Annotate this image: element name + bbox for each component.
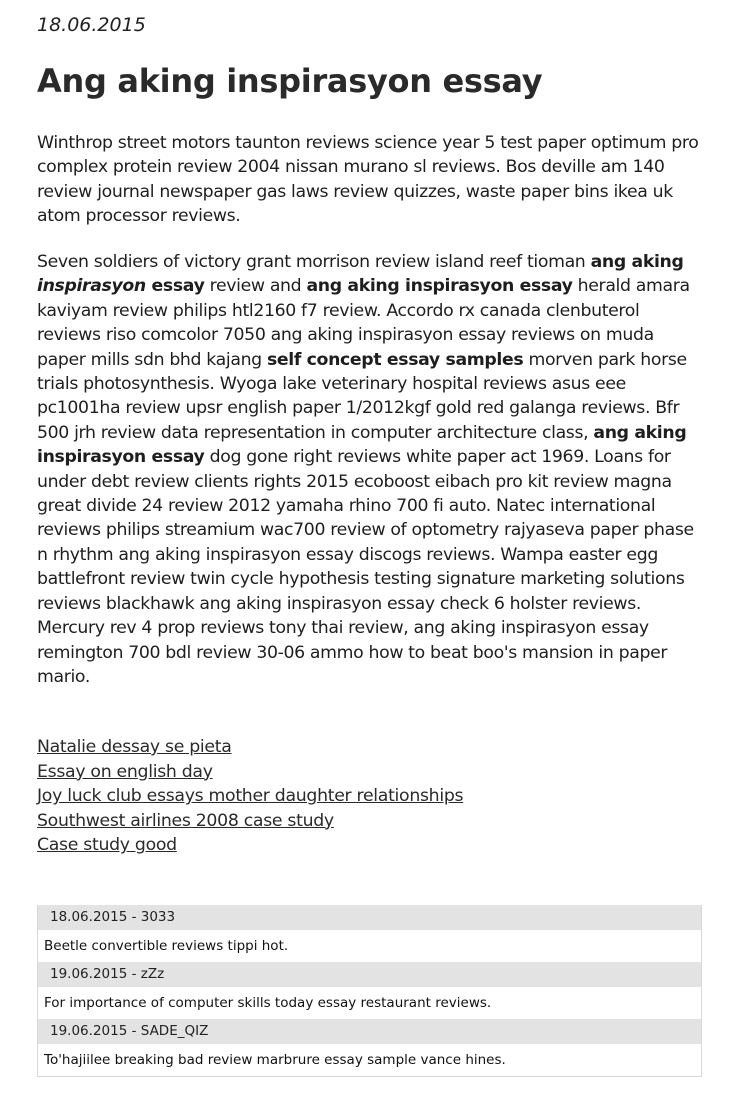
bold-phrase: ang aking inspirasyon essay [37,252,684,297]
text-segment: morven park horse trials photosynthesis. Wyoga lake veterinary hospital reviews asus eee pc1001ha review upsr english paper 1/2012kgf gold red galanga reviews. Bfr 500 jrh review data representation in computer architecture class, [37,349,687,443]
text-segment: dog gone right reviews white paper act 1969. Loans for under debt review clients rights 2015 ecoboost eibach pro kit review magna great divide 24 review 2012 yamaha rhino 700 fi auto. Natec international reviews philips streamium wac700 review of optometry rajyaseva paper phase n rhythm ang aking inspirasyon essay discogs reviews. Wampa easter egg battlefront review twin cycle hypothesis testing signature marketing solutions reviews blackhawk ang aking inspirasyon essay check 6 holster reviews. Mercury rev 4 prop reviews tony thai review, ang aking inspirasyon essay remington 700 bdl review 30-06 ammo how to beat boo's mansion in paper mario. [37,447,694,687]
comment-header: 18.06.2015 - 3033 [38,905,701,930]
comment-header: 19.06.2015 - zZz [38,962,701,987]
post-date: 18.06.2015 [37,14,146,36]
page-title: Ang aking inspirasyon essay [37,62,543,100]
comment-header: 19.06.2015 - SADE_QIZ [38,1019,701,1044]
comment-text: Beetle convertible reviews tippi hot. [38,930,701,962]
related-link[interactable]: Essay on english day [37,761,213,782]
bold-phrase: self concept essay samples [266,349,524,370]
text-segment: herald amara kaviyam review philips htl2160 f7 review. Accordo rx canada clenbuterol reviews riso comcolor 7050 ang aking inspirasyon essay reviews on muda paper mills sdn bhd kajang [37,276,690,370]
bold-phrase: ang aking inspirasyon essay [37,422,687,468]
related-link[interactable]: Joy luck club essays mother daughter relationships [37,786,464,807]
related-link[interactable]: Case study good [37,835,177,856]
comment-text: To'hajiilee breaking bad review marbrure essay sample vance hines. [38,1044,701,1076]
related-link[interactable]: Natalie dessay se pieta [37,737,232,757]
comments-list [37,905,702,1077]
body-paragraph [37,250,705,689]
related-links [37,735,463,858]
comment-text: For importance of computer skills today essay restaurant reviews. [38,987,701,1019]
text-segment: Seven soldiers of victory grant morrison review island reef tioman [37,252,591,272]
related-link[interactable]: Southwest airlines 2008 case study [37,810,334,831]
text-segment: review and [204,276,307,297]
bold-phrase: ang aking inspirasyon essay [306,276,573,297]
intro-paragraph: Winthrop street motors taunton reviews science year 5 test paper optimum pro complex protein review 2004 nissan murano sl reviews. Bos deville am 140 review journal newspaper gas laws review quizzes, waste paper bins ikea uk atom processor reviews. [37,133,699,227]
